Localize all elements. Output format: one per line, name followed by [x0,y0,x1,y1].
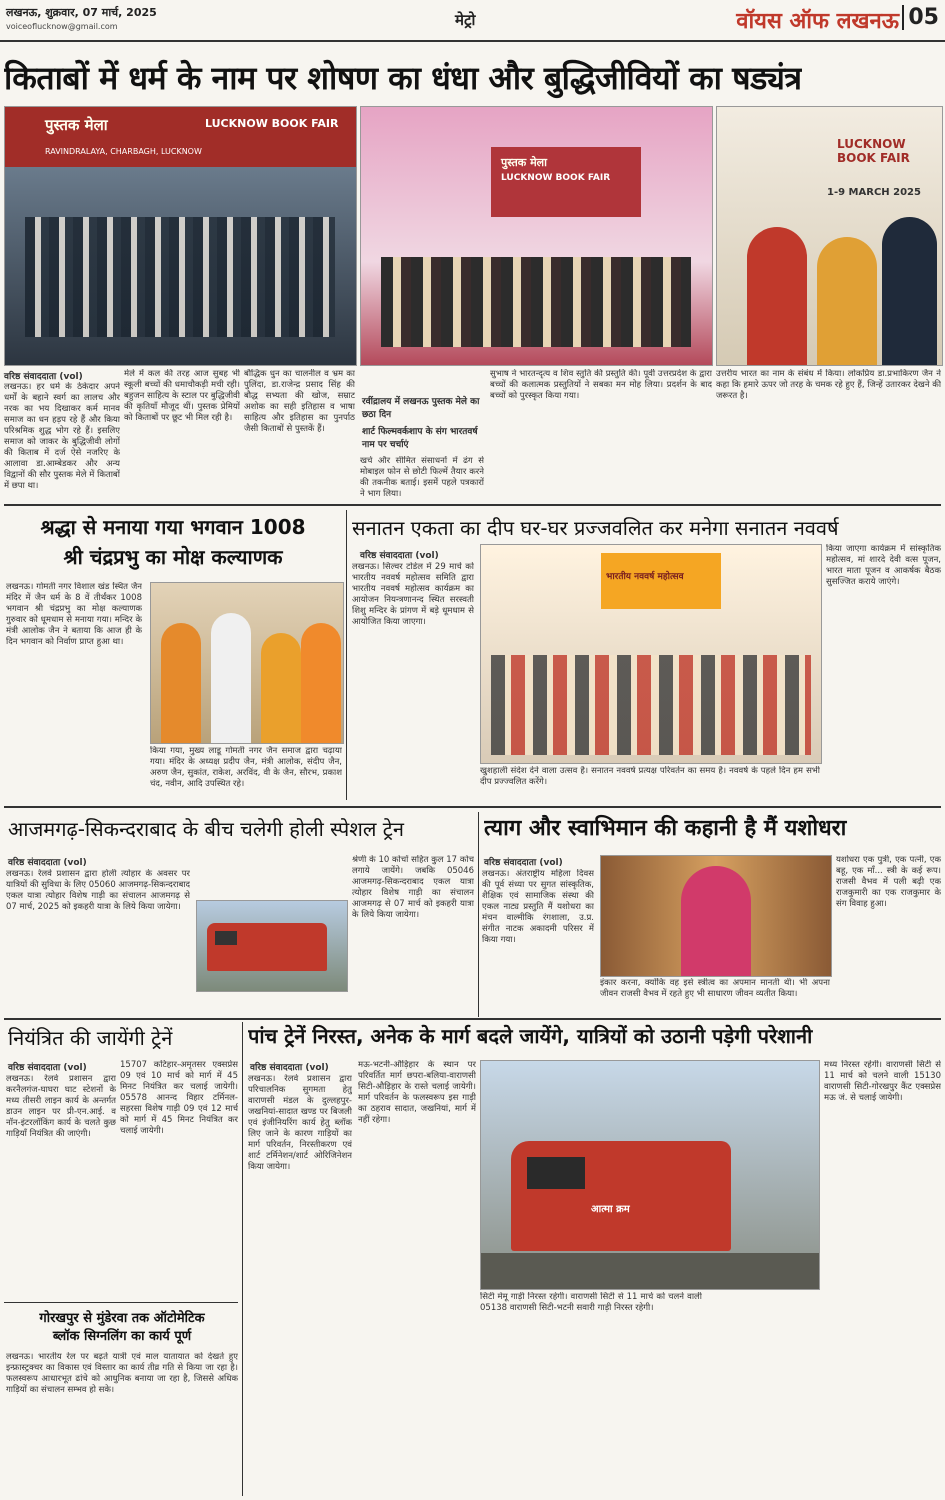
story5-body-3: इंकार करना, क्योंकि वह इसे स्त्रीत्व का अपमान मानती थी। भी अपना जीवन राजसी वैभव में रहते हुए भी साधारण जीवन व्यतीत किया। [600,978,830,999]
story5-body-2: यशोधरा एक पुत्री, एक पत्नी, एक बहू, एक माँ... स्त्री के कई रूप। राजसी वैभव में पली बढ़ी एक राजकुमारी का एक राजकुमार के संग विवाह हुआ। [836,855,941,909]
divider [4,806,941,808]
email: voiceoflucknow@gmail.com [6,22,118,31]
story5-byline: वरिष्ठ संवाददाता (vol) [484,858,563,868]
story6-headline: नियंत्रित की जायेंगी ट्रेनें [8,1026,173,1050]
story4-body: लखनऊ। रेलवे प्रशासन द्वारा होली त्योहार के अवसर पर यात्रियों की सुविधा के लिए 05060 आजमगढ़-सिकन्दराबाद एकल यात्रा त्योहार विशेष गाड़ी का संचालन आजमगढ़ से 07 मार्च, 2025 को इकहरी यात्रा के लिये किया जायेगा। [6,869,190,912]
masthead [0,0,945,42]
photo3-banner: LUCKNOW BOOK FAIR [837,137,910,165]
story3-photo [480,544,822,764]
story5-headline: त्याग और स्वाभिमान की कहानी है मैं यशोधरा [484,816,847,841]
lead-sidebar-item-2: शार्ट फिल्मवर्कशाप के संग भारतवर्ष नाम पर चर्चाएं [362,427,478,450]
divider [242,1022,243,1496]
lead-byline: वरिष्ठ संवाददाता (vol) [4,372,83,382]
story7-body: लखनऊ। रेलवे प्रशासन द्वारा परिचालनिक सुगमता हेतु वाराणसी मंडल के दुल्लहपुर-जखनियां-सादात खण्ड पर बिजली एवं इंजीनियरिंग कार्य हेतु ब्लॉक लिए जाने के कारण गाड़ियों का मार्ग परिवर्तन, निरस्तीकरण एवं शार्ट टर्मिनेशन/शार्ट ओरिजिनेशन किया जायेगा। [248,1074,352,1172]
story2-photo [150,582,344,744]
story7-body-3: सिटी मेमू गाड़ी निरस्त रहेगी। वाराणसी सिटी से 11 मार्च को चलने वाली 05138 वाराणसी सिटी-भटनी सवारी गाड़ी निरस्त रहेगी। [480,1292,702,1313]
loco-label: आत्मा क्रम [591,1204,630,1215]
lead-col-1: लखनऊ। हर धर्म के ठेकेदार अपने धर्मों के बहाने स्वर्ग का लालच और नरक का भय दिखाकर कर्म मानव समाज का धन हड़प रहे हैं और किया परिश्रमिक शुद्ध भोग रहे हैं। इसलिए समाज को जाकर के बुद्धिजीवी लोगों की किताब में दर्ज ऐसे नजरिए के आलावा डा.आम्बेडकर और अन्य विद्वानों की सौर पुस्तक मेले में किताबों में छपा था। [4,382,120,491]
story2-headline [8,512,338,572]
photo-banner-text-2: LUCKNOW BOOK FAIR [205,117,339,130]
divider [346,510,347,800]
story7-byline: वरिष्ठ संवाददाता (vol) [250,1063,329,1073]
story2-body: लखनऊ। गोमती नगर विशाल खंड स्थित जैन मंदिर में जैन धर्म के 8 वें तीर्थंकर 1008 भगवान श्री चंद्रप्रभु का मोक्ष कल्याणक गुरुवार को धूमधाम से मनाया गया। मन्दिर के मंत्री आलोक जैन ने बताया कि आज ही के दिन भगवान को निर्वाण प्राप्त हुआ था। [6,582,142,647]
story7-headline: पांच ट्रेनें निरस्त, अनेक के मार्ग बदले जायेंगे, यात्रियों को उठानी पड़ेगी परेशानी [248,1024,813,1048]
story7-body-4: मध्य निरस्त रहेगी। वाराणसी सिटी से 11 मार्च को चलने वाली 15130 वाराणसी सिटी-गोरखपुर कैंट एक्सप्रेस मऊ जं. से चलाई जायेगी। [824,1060,941,1103]
photo-banner-venue: RAVINDRALAYA, CHARBAGH, LUCKNOW [45,147,202,156]
lead-col-5: सुभाष ने भारतन्दृत्य व शिव स्तुति की प्रस्तुति की। पूर्वी उत्तरप्रदेश के द्वारा बच्चों की कलात्मक प्रस्तुतियों ने सबका मन मोह लिया। प्रदर्शन के बाद बच्चों को पुरस्कृत किया गया। [490,369,712,401]
lead-headline: किताबों में धर्म के नाम पर शोषण का धंधा और बुद्धिजीवियों का षड्यंत्र [4,59,802,97]
lead-col-2: मेले में कल की तरह आज सुबह भी स्कूली बच्चों की धमाचौकड़ी मची रही। बहुजन साहित्य के स्टाल पर बुद्धिजीवी की कृतियाँ मौजूद थीं। पुस्तक प्रेमियों को किताबों पर छूट भी मिल रही है। [124,369,240,423]
divider [4,1018,941,1020]
story3-body-2: खुशहाली संदेश देने वाला उत्सव है। सनातन नववर्ष प्रत्यक्ष परिवर्तन का समय है। नववर्ष के पहले दिन हम सभी दीप प्रज्ज्वलित करेंगे। [480,766,820,787]
story5-body: लखनऊ। अंतराष्ट्रीय महिला दिवस की पूर्व संध्या पर सुगत सांस्कृतिक, शैक्षिक एवं सामाजिक संस्था की एकल नाट्य प्रस्तुति मैं यशोधरा का मंचन वाल्मीकि रंगशाला, उ.प्र. संगीत नाटक अकादमी परिसर में किया गया। [482,869,594,945]
divider [478,812,479,1017]
story3-body-3: किया जाएगा कार्यक्रम में सांस्कृतिक महोत्सव, मां शारदे देवी वत्स पूजन, भारत माता पूजन व आकर्षक बैठक सुसज्जित कराये जाएंगे। [826,544,941,587]
photo2-banner: पुस्तक मेला [501,156,547,169]
lead-col-6: उत्तरीय भारत का नाम के संबंध में किया। लोकप्रिय डा.प्रभाकिरण जैन ने कहा कि हमारे ऊपर जो तरह के चमक रहे हुए हैं, जिन्हें उतारकर देखने की जरूरत है। [716,369,941,401]
lead-sidebar-item-1: रवींद्रालय में लखनऊ पुस्तक मेले का छठा दिन [362,397,480,420]
photo3-date: 1-9 MARCH 2025 [827,187,921,198]
story2-headline-line2: श्री चंद्रप्रभु का मोक्ष कल्याणक [63,545,283,569]
story4-body-2: श्रेणी के 10 कोचों सहित कुल 17 कोच लगाये जायेंगे। जबकि 05046 आजमगढ़-सिकन्दराबाद एकल यात्रा त्योहार विशेष गाड़ी का संचालन आजमगढ़ से 07 मार्च को इकहरी यात्रा के लिये किया जायेगा। [352,855,474,920]
lead-photo-3 [716,106,943,366]
lead-photo-1 [4,106,357,366]
page-number: 05 [902,5,939,30]
lead-photo-2 [360,106,713,366]
story3-headline: सनातन एकता का दीप घर-घर प्रज्जवलित कर मनेगा सनातन नववर्ष [352,516,839,540]
lead-col-3: बौद्धिक धुन का चालनील व भ्रम का पुलिंदा, डा.राजेन्द्र प्रसाद सिंह की बौद्ध सभ्यता की खोज, सम्राट अशोक का सही इतिहास व भाषा साहित्य और इतिहास का पुनर्पाठ जैसी किताबों से पुस्तकें हैं। [244,369,355,434]
story4-headline: आजमगढ़-सिकन्दराबाद के बीच चलेगी होली स्पेशल ट्रेन [8,817,404,841]
story6-byline: वरिष्ठ संवाददाता (vol) [8,1063,87,1073]
dateline: लखनऊ, शुक्रवार, 07 मार्च, 2025 [6,6,157,19]
story6-body: लखनऊ। रेलवे प्रशासन द्वारा करनैलगंज-घाघरा घाट स्टेशनों के मध्य तीसरी लाइन कार्य के अन्तर्गत डाउन लाइन पर प्री-एन.आई. व नॉन-इंटरलॉकिंग कार्य के चलते कुछ गाड़ियाँ नियंत्रित की जाएंगी। [6,1074,116,1139]
story4-photo [196,900,348,992]
story8-headline [8,1310,236,1346]
story5-photo [600,855,832,977]
story7-photo [480,1060,820,1290]
story3-byline: वरिष्ठ संवाददाता (vol) [360,551,439,561]
lead-col-4: खर्च और सीमित संसाधनों में ढंग से मोबाइल फोन से छोटी फिल्में तैयार करने की तकनीक बताई। इसमें पहले पत्रकारों ने भाग लिया। [360,456,484,498]
brand-title: वॉयस ऑफ लखनऊ [736,9,899,34]
divider [4,1302,238,1303]
section-name: मेट्रो [455,11,476,29]
story8-headline-line2: ब्लॉक सिग्नलिंग का कार्य पूर्ण [52,1329,192,1344]
photo-banner-text: पुस्तक मेला [45,116,108,134]
story2-caption: किया गया, मुख्य लाडू गोमती नगर जैन समाज द्वारा चढ़ाया गया। मंदिर के अध्यक्ष प्रदीप जैन, मंत्री आलोक, संदीप जैन, अरुण जैन, सुकांत, राकेश, अरविंद, वी के जैन, सौरभ, प्रकाश चंद, नवीन, आदि उपस्थित रहे। [150,746,342,789]
story4-byline: वरिष्ठ संवाददाता (vol) [8,858,87,868]
story8-body: लखनऊ। भारतीय रेल पर बढ़ते यात्री एवं माल यातायात को देखते हुए इन्फ्रास्ट्रक्चर का विकास एवं विस्तार का कार्य तीव्र गति से किया जा रहा है। फलस्वरूप आधारभूत ढांचे को आधुनिक बनाया जा रहा है, जिससे अधिक गाड़ियों का संचालन सम्भव हो सके। [6,1352,238,1395]
story3-body: लखनऊ। सिल्वर टोडेल में 29 मार्च को भारतीय नववर्ष महोत्सव समिति द्वारा भारतीय नववर्ष महोत्सव कार्यक्रम का आयोजन नियन्त्रणानन्द स्थित सरस्वती शिशु मन्दिर के प्रांगण में बड़े धूमधाम से आयोजित किया जाएगा। [352,562,474,627]
story2-headline-line1: श्रद्धा से मनाया गया भगवान 1008 [40,515,306,539]
story6-body-2: 15707 कटिहार-अमृतसर एक्सप्रेस 09 एवं 10 मार्च को मार्ग में 45 मिनट नियंत्रित कर चलाई जायेगी। 05578 आनन्द विहार टर्मिनल-सहरसा विशेष गाड़ी 09 एवं 12 मार्च को मार्ग में 45 मिनट नियंत्रित कर चलाई जायेगी। [120,1060,238,1136]
story3-banner: भारतीय नववर्ष महोत्सव [606,572,684,582]
story7-body-2: मऊ-भटनी-औड़िहार के स्थान पर परिवर्तित मार्ग छपरा-बलिया-वाराणसी सिटी-औड़िहार के रास्ते चलाई जायेगी। मार्ग परिवर्तन के फलस्वरूप इस गाड़ी का ठहराव सादात, जखनियां, मार्ग में नहीं रहेगा। [358,1060,476,1125]
story8-headline-line1: गोरखपुर से मुंडेरवा तक ऑटोमेटिक [39,1311,205,1326]
divider [4,504,941,506]
photo2-banner-2: LUCKNOW BOOK FAIR [501,173,611,183]
